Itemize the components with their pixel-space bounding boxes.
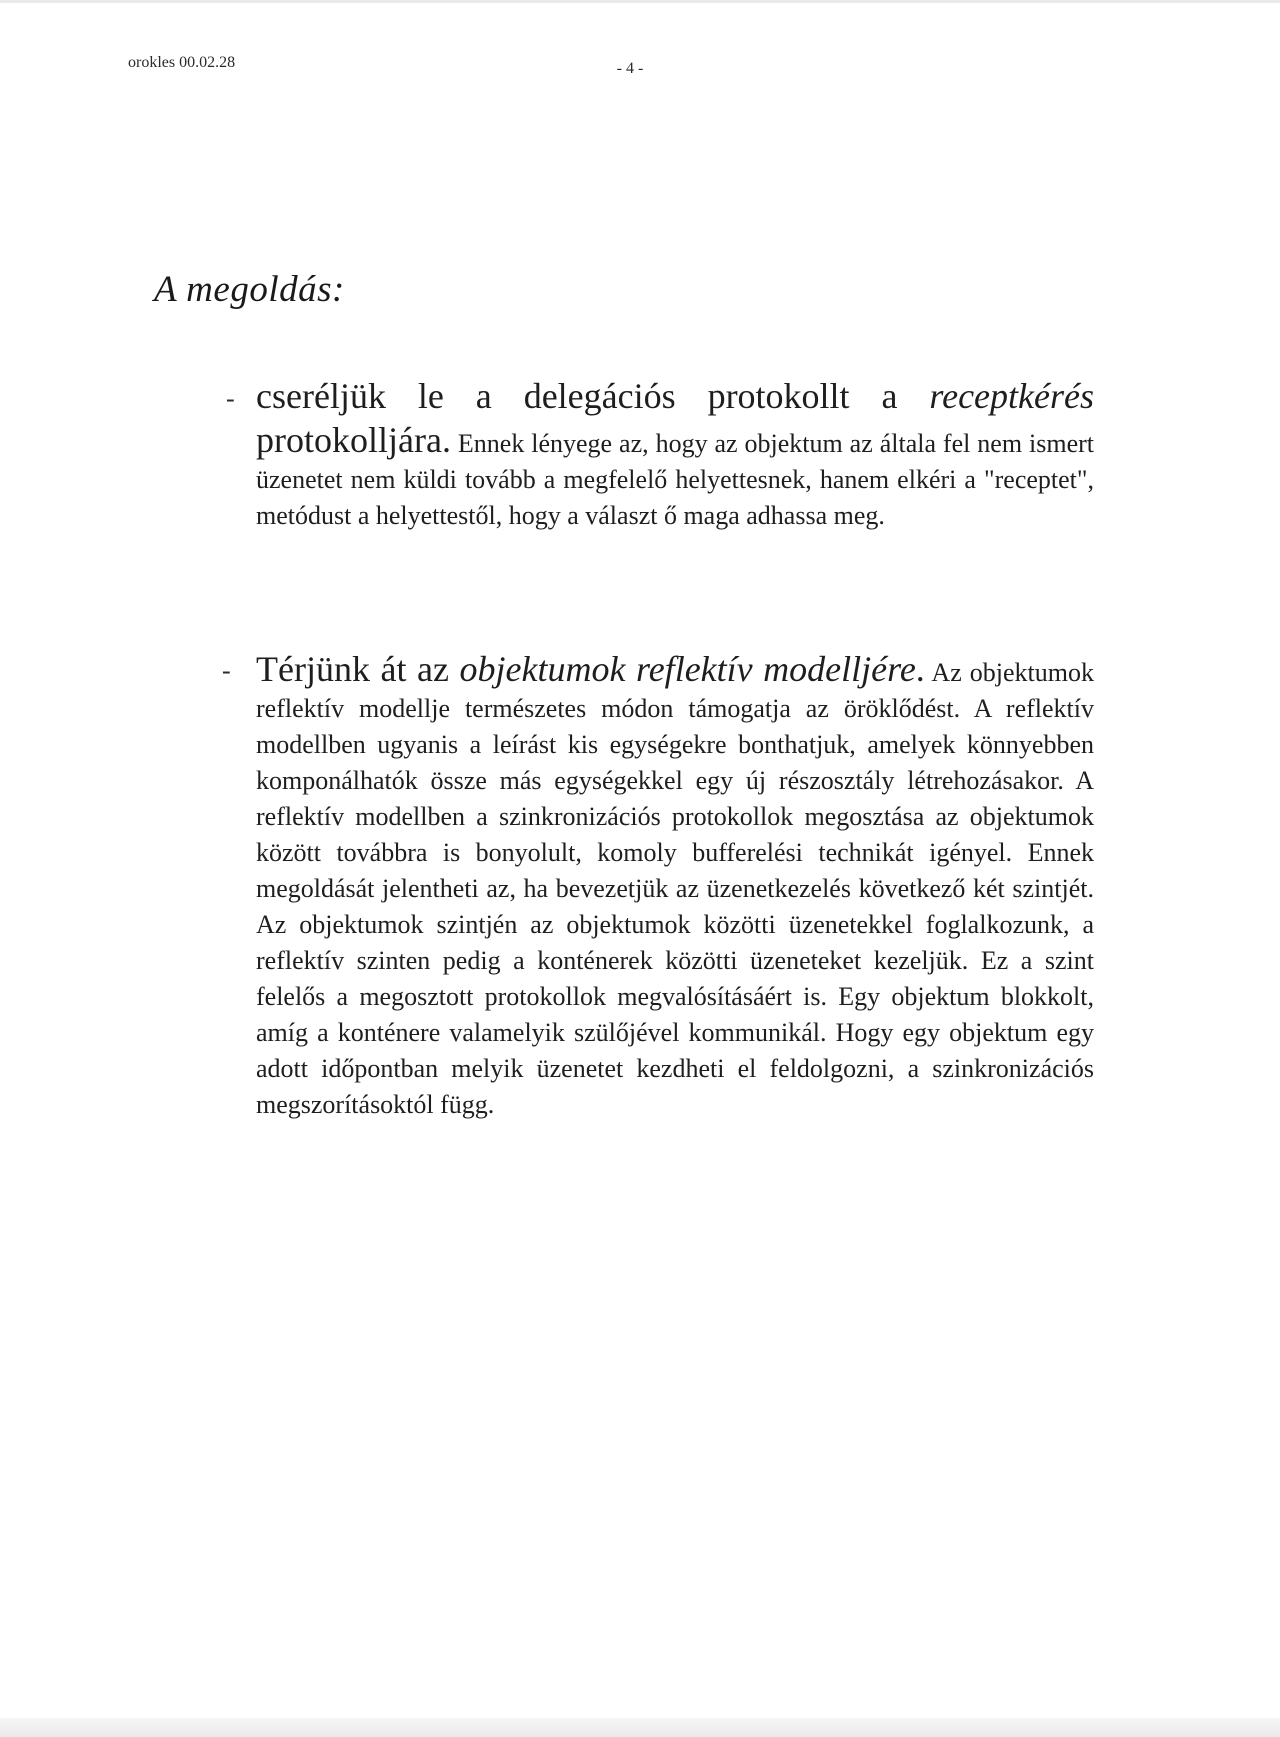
item-lead-text-end: protokolljára. xyxy=(256,420,451,460)
item-lead-text: cseréljük le a delegációs protokollt a xyxy=(256,376,930,416)
section-title: A megoldás: xyxy=(154,269,345,310)
item-body-text: Az objektumok reflektív modellje természetes módon támogatja az öröklődést. A reflektív modellben ugyanis a leírást kis egységekre bonthatjuk, amelyek könnyebben komponálhatók össze más egységekkel egy új részosztály létrehozásakor. A reflektív modellben a szinkronizációs protokollok megosztása az objektumok között továbbra is bonyolult, komoly bufferelési technikát igényel. Ennek megoldását jelentheti az, ha bevezetjük az üzenetkezelés következő két szintjét. Az objektumok szintjén az objektumok közötti üzenetekkel foglalkozunk, a reflektív szinten pedig a konténerek közötti üzeneteket kezeljük. Ez a szint felelős a megosztott protokollok megvalósításáért is. Egy objektum blokkolt, amíg a konténere valamelyik szülőjével kommunikál. Hogy egy objektum egy adott időpontban melyik üzenetet kezdheti el feldolgozni, a szinkronizációs megszorításoktól függ. xyxy=(256,658,1094,1119)
item-lead-text: Térjünk át az xyxy=(256,649,460,689)
item-lead-text-end: . xyxy=(915,649,925,689)
list-item xyxy=(256,647,1094,1123)
document-header-label: orokles 00.02.28 xyxy=(128,54,236,71)
scan-edge-top xyxy=(0,0,1280,3)
list-item xyxy=(256,374,1094,534)
item-body-text: Ennek lényege az, hogy az objektum az általa fel nem ismert üzenetet nem küldi tovább a megfelelő helyettesnek, hanem elkéri a "receptet", metódust a helyettestől, hogy a választ ő maga adhassa meg. xyxy=(256,429,1094,530)
item-lead-emphasis: objektumok reflektív modelljére xyxy=(459,649,916,689)
list-bullet-dash: - xyxy=(226,384,235,413)
list-bullet-dash: - xyxy=(222,656,231,685)
page-number: - 4 - xyxy=(616,60,644,77)
item-lead-emphasis: receptkérés xyxy=(929,376,1094,416)
scan-edge-bottom xyxy=(0,1718,1280,1737)
